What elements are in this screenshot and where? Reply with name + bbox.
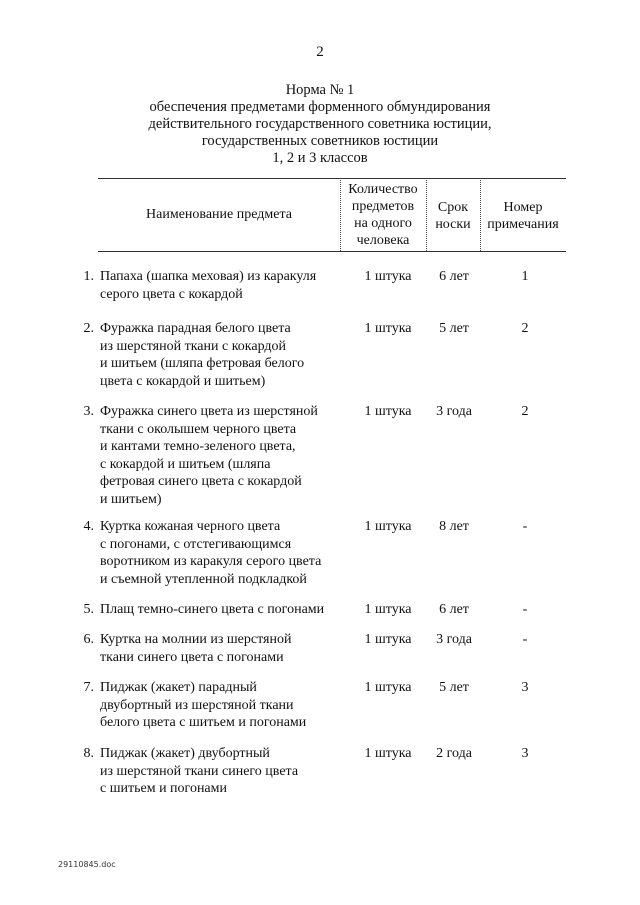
heading-line-5: 1, 2 и 3 классов [272,150,368,166]
row-quantity: 1 штука [364,269,412,284]
row-term: 2 года [436,746,472,761]
row-term: 5 лет [439,680,469,695]
row-note: 2 [521,321,529,336]
row-note: - [522,602,528,617]
row-term: 6 лет [439,269,469,284]
row-term: 3 года [436,404,472,419]
row-number: 3. [83,404,94,419]
row-item-name: Куртка на молнии из шерстяной ткани синего цвета с погонами [100,632,292,665]
row-term: 5 лет [439,321,469,336]
row-item-name: Куртка кожаная черного цвета с погонами, с отстегивающимся воротником из каракуля серого цвета и съемной утепленной подкладкой [100,519,322,587]
row-number: 1. [83,269,94,284]
row-note: - [522,519,528,534]
row-quantity: 1 штука [364,632,412,647]
row-item-name: Фуражка синего цвета из шерстяной ткани с околышем черного цвета и кантами темно-зеленого цвета, с кокардой и шитьем (шляпа фетровая синего цвета с кокардой и шитьем) [100,404,318,507]
document-heading [0,82,640,167]
header-item-name: Наименование предмета [146,207,292,222]
row-note: 1 [521,269,529,284]
row-number: 7. [83,680,94,695]
table-header-rule [98,251,566,252]
row-item-name: Пиджак (жакет) парадный двубортный из шерстяной ткани белого цвета с шитьем и погонами [100,680,307,730]
heading-line-4: государственных советников юстиции [201,133,439,149]
page-number: 2 [316,44,324,60]
row-term: 3 года [436,632,472,647]
header-note-number: Номер примечания [487,200,559,232]
row-number: 6. [83,632,94,647]
row-item-name: Плащ темно-синего цвета с погонами [100,602,325,617]
row-quantity: 1 штука [364,746,412,761]
row-quantity: 1 штука [364,602,412,617]
row-note: 3 [521,746,529,761]
header-quantity: Количество предметов на одного человека [348,182,418,248]
header-term: Срок носки [435,200,471,232]
row-quantity: 1 штука [364,404,412,419]
heading-line-3: действительного государственного советника юстиции, [148,116,492,132]
row-number: 4. [83,519,94,534]
row-quantity: 1 штука [364,680,412,695]
row-item-name: Папаха (шапка меховая) из каракуля серого цвета с кокардой [100,269,317,302]
document-filename: 29110845.doc [58,860,116,869]
row-item-name: Пиджак (жакет) двубортный из шерстяной ткани синего цвета с шитьем и погонами [100,746,299,796]
row-note: 3 [521,680,529,695]
row-number: 5. [83,602,94,617]
row-item-name: Фуражка парадная белого цвета из шерстяной ткани с кокардой и шитьем (шляпа фетровая белого цвета с кокардой и шитьем) [100,321,305,389]
row-number: 8. [83,746,94,761]
heading-title: Норма № 1 [285,82,355,98]
row-quantity: 1 штука [364,321,412,336]
row-quantity: 1 штука [364,519,412,534]
row-note: - [522,632,528,647]
row-number: 2. [83,321,94,336]
row-note: 2 [521,404,529,419]
table-top-rule [98,178,566,179]
row-term: 8 лет [439,519,469,534]
row-term: 6 лет [439,602,469,617]
heading-line-2: обеспечения предметами форменного обмундирования [149,99,491,115]
